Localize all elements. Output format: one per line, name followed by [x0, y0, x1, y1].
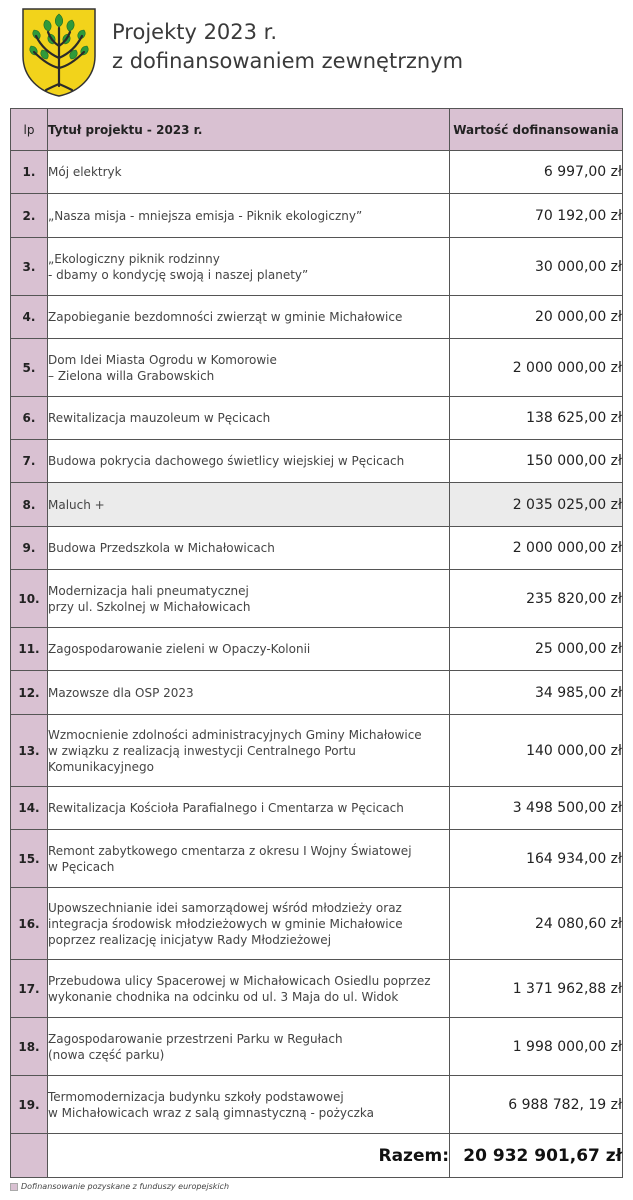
total-label: Razem: [48, 1134, 450, 1178]
table-row [11, 715, 623, 787]
project-title [48, 628, 450, 671]
table-row [11, 671, 623, 715]
funding-value: 20 000,00 zł [450, 296, 623, 339]
project-title-line: Modernizacja hali pneumatycznej [48, 583, 249, 598]
project-title-line: Dom Idei Miasta Ogrodu w Komorowie [48, 352, 277, 367]
row-number: 11. [11, 628, 48, 671]
project-title [48, 787, 450, 830]
project-title-line: Maluch + [48, 497, 105, 512]
footnote-text: Dofinansowanie pozyskane z funduszy europejskich [21, 1182, 230, 1191]
page-header [0, 0, 633, 105]
table-row [11, 1076, 623, 1134]
project-title-line: Wzmocnienie zdolności administracyjnych Gminy Michałowice [48, 727, 422, 742]
row-number: 1. [11, 151, 48, 194]
project-title-line: Termomodernizacja budynku szkoły podstawowej [48, 1089, 344, 1104]
table-row [11, 397, 623, 440]
funding-value: 70 192,00 zł [450, 194, 623, 238]
row-number: 12. [11, 671, 48, 715]
table-row [11, 888, 623, 960]
project-title [48, 671, 450, 715]
project-title-line: „Nasza misja - mniejsza emisja - Piknik ekologiczny” [48, 208, 363, 223]
project-title [48, 715, 450, 787]
total-row [11, 1134, 623, 1178]
project-title [48, 888, 450, 960]
table-row [11, 527, 623, 570]
funding-value: 2 000 000,00 zł [450, 339, 623, 397]
project-title-line: (nowa część parku) [48, 1047, 165, 1062]
project-title-line: w związku z realizacją inwestycji Centralnego Portu [48, 743, 356, 758]
row-number: 8. [11, 483, 48, 527]
project-title [48, 238, 450, 296]
project-title-line: Mój elektryk [48, 165, 122, 179]
funding-value: 1 998 000,00 zł [450, 1018, 623, 1076]
project-title-line: Zapobieganie bezdomności zwierząt w gminie Michałowice [48, 310, 403, 324]
funding-value: 3 498 500,00 zł [450, 787, 623, 830]
project-title [48, 527, 450, 570]
row-number: 4. [11, 296, 48, 339]
project-title-line: poprzez realizację inicjatyw Rady Młodzieżowej [48, 932, 332, 947]
table-row [11, 628, 623, 671]
project-title [48, 483, 450, 527]
title-line-2: z dofinansowaniem zewnętrznym [112, 49, 464, 73]
project-title-line: Upowszechnianie idei samorządowej wśród młodzieży oraz [48, 900, 402, 915]
project-title-line: przy ul. Szkolnej w Michałowicach [48, 599, 251, 614]
funding-value: 6 997,00 zł [450, 151, 623, 194]
funding-value: 25 000,00 zł [450, 628, 623, 671]
row-number: 18. [11, 1018, 48, 1076]
project-title-line: Zagospodarowanie przestrzeni Parku w Regułach [48, 1031, 343, 1046]
project-title [48, 151, 450, 194]
row-number: 17. [11, 960, 48, 1018]
footnote-marker-icon [10, 1183, 18, 1191]
funding-value: 24 080,60 zł [450, 888, 623, 960]
project-title [48, 830, 450, 888]
table-row [11, 830, 623, 888]
project-title [48, 339, 450, 397]
project-title [48, 1018, 450, 1076]
row-number: 10. [11, 570, 48, 628]
project-title-line: Rewitalizacja Kościoła Parafialnego i Cmentarza w Pęcicach [48, 801, 404, 815]
funding-value: 150 000,00 zł [450, 440, 623, 483]
row-number: 2. [11, 194, 48, 238]
funding-value: 2 035 025,00 zł [450, 483, 623, 527]
table-row [11, 483, 623, 527]
funding-value: 235 820,00 zł [450, 570, 623, 628]
title-line-1: Projekty 2023 r. [112, 20, 278, 44]
row-number: 5. [11, 339, 48, 397]
funding-value: 30 000,00 zł [450, 238, 623, 296]
row-number: 14. [11, 787, 48, 830]
table-row [11, 960, 623, 1018]
table-row [11, 296, 623, 339]
project-title-line: wykonanie chodnika na odcinku od ul. 3 Maja do ul. Widok [48, 989, 399, 1004]
total-lp-cell [11, 1134, 48, 1178]
projects-table [10, 108, 623, 1178]
funding-value: 140 000,00 zł [450, 715, 623, 787]
funding-value: 164 934,00 zł [450, 830, 623, 888]
funding-value: 1 371 962,88 zł [450, 960, 623, 1018]
project-title-line: - dbamy o kondycję swoją i naszej planety” [48, 267, 309, 282]
row-number: 13. [11, 715, 48, 787]
table-row [11, 570, 623, 628]
project-title-line: – Zielona willa Grabowskich [48, 368, 215, 383]
row-number: 7. [11, 440, 48, 483]
project-title-line: Komunikacyjnego [48, 759, 154, 774]
row-number: 15. [11, 830, 48, 888]
coat-of-arms-icon [20, 6, 98, 98]
project-title-line: „Ekologiczny piknik rodzinny [48, 251, 220, 266]
table-row [11, 238, 623, 296]
project-title [48, 397, 450, 440]
page-title [112, 18, 463, 76]
row-number: 19. [11, 1076, 48, 1134]
funding-value: 138 625,00 zł [450, 397, 623, 440]
column-header-lp: lp [11, 109, 48, 151]
table-header-row [11, 109, 623, 151]
project-title-line: integracja środowisk młodzieżowych w gminie Michałowice [48, 916, 403, 931]
column-header-title: Tytuł projektu - 2023 r. [48, 109, 450, 151]
project-title-line: w Pęcicach [48, 859, 115, 874]
row-number: 9. [11, 527, 48, 570]
column-header-value: Wartość dofinansowania [450, 109, 623, 151]
project-title-line: w Michałowicach wraz z salą gimnastyczną - pożyczka [48, 1105, 374, 1120]
project-title [48, 194, 450, 238]
table-row [11, 1018, 623, 1076]
project-title-line: Zagospodarowanie zieleni w Opaczy-Kolonii [48, 642, 311, 656]
table-row [11, 151, 623, 194]
table-row [11, 787, 623, 830]
footnote [10, 1182, 229, 1191]
project-title [48, 570, 450, 628]
row-number: 3. [11, 238, 48, 296]
funding-value: 2 000 000,00 zł [450, 527, 623, 570]
project-title [48, 1076, 450, 1134]
table-row [11, 194, 623, 238]
project-title-line: Remont zabytkowego cmentarza z okresu I Wojny Światowej [48, 843, 412, 858]
project-title [48, 960, 450, 1018]
row-number: 16. [11, 888, 48, 960]
project-title-line: Mazowsze dla OSP 2023 [48, 685, 194, 700]
funding-value: 6 988 782, 19 zł [450, 1076, 623, 1134]
project-title [48, 296, 450, 339]
project-title-line: Przebudowa ulicy Spacerowej w Michałowicach Osiedlu poprzez [48, 973, 431, 988]
row-number: 6. [11, 397, 48, 440]
total-value: 20 932 901,67 zł [450, 1134, 623, 1178]
project-title-line: Budowa Przedszkola w Michałowicach [48, 541, 275, 555]
table-row [11, 339, 623, 397]
table-row [11, 440, 623, 483]
project-title-line: Budowa pokrycia dachowego świetlicy wiejskiej w Pęcicach [48, 454, 405, 468]
funding-value: 34 985,00 zł [450, 671, 623, 715]
project-title-line: Rewitalizacja mauzoleum w Pęcicach [48, 411, 271, 425]
project-title [48, 440, 450, 483]
